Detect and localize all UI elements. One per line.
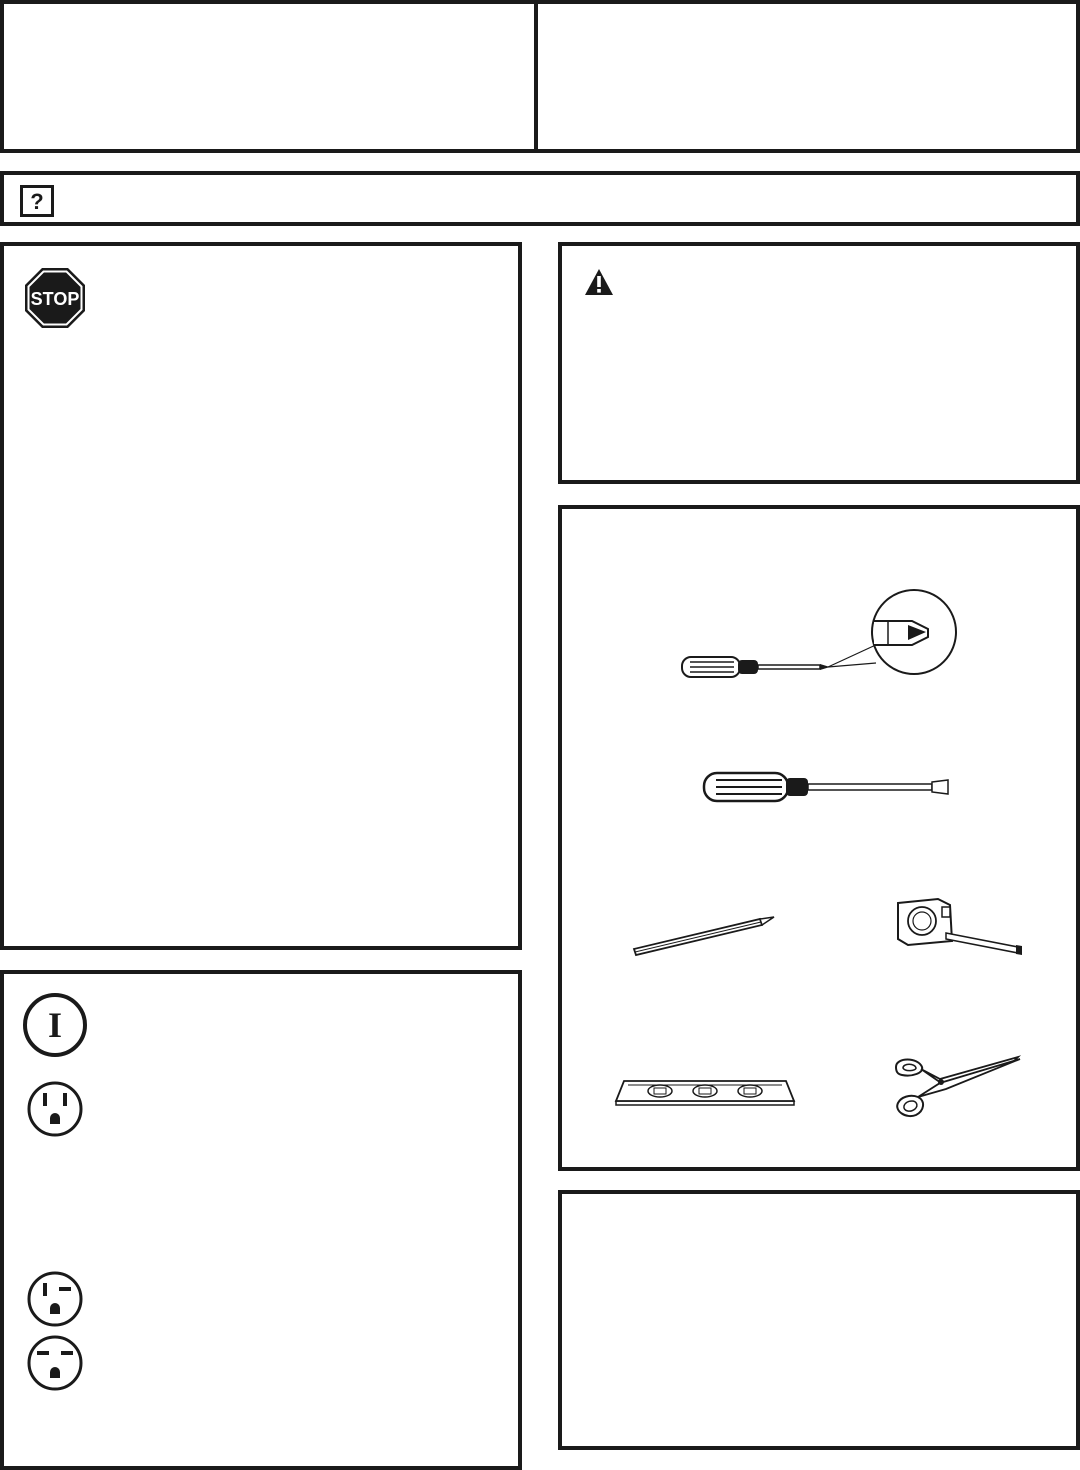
phillips-screwdriver-icon (676, 585, 966, 695)
header-right-panel (534, 0, 1080, 153)
svg-text:?: ? (30, 189, 44, 214)
electrical-panel (0, 970, 522, 1470)
two-prong-outlet-icon (26, 1270, 84, 1328)
stop-panel (0, 242, 522, 950)
question-icon (20, 185, 54, 217)
level-icon (614, 1075, 796, 1109)
pencil-icon (628, 913, 778, 961)
important-i-icon (22, 992, 88, 1058)
flat-blade-screwdriver-icon (702, 767, 954, 807)
warning-panel (558, 242, 1080, 484)
svg-text:STOP: STOP (30, 289, 80, 309)
stop-sign-icon (23, 266, 87, 330)
tape-measure-icon (892, 893, 1026, 963)
tandem-outlet-icon (26, 1334, 84, 1392)
header-left-panel (0, 0, 538, 153)
tools-panel (558, 505, 1080, 1171)
scissors-icon (888, 1049, 1024, 1121)
questions-bar (0, 171, 1080, 226)
svg-text:I: I (47, 1005, 63, 1045)
three-prong-outlet-icon (26, 1080, 84, 1138)
notes-panel (558, 1190, 1080, 1450)
warning-triangle-icon (584, 268, 614, 296)
